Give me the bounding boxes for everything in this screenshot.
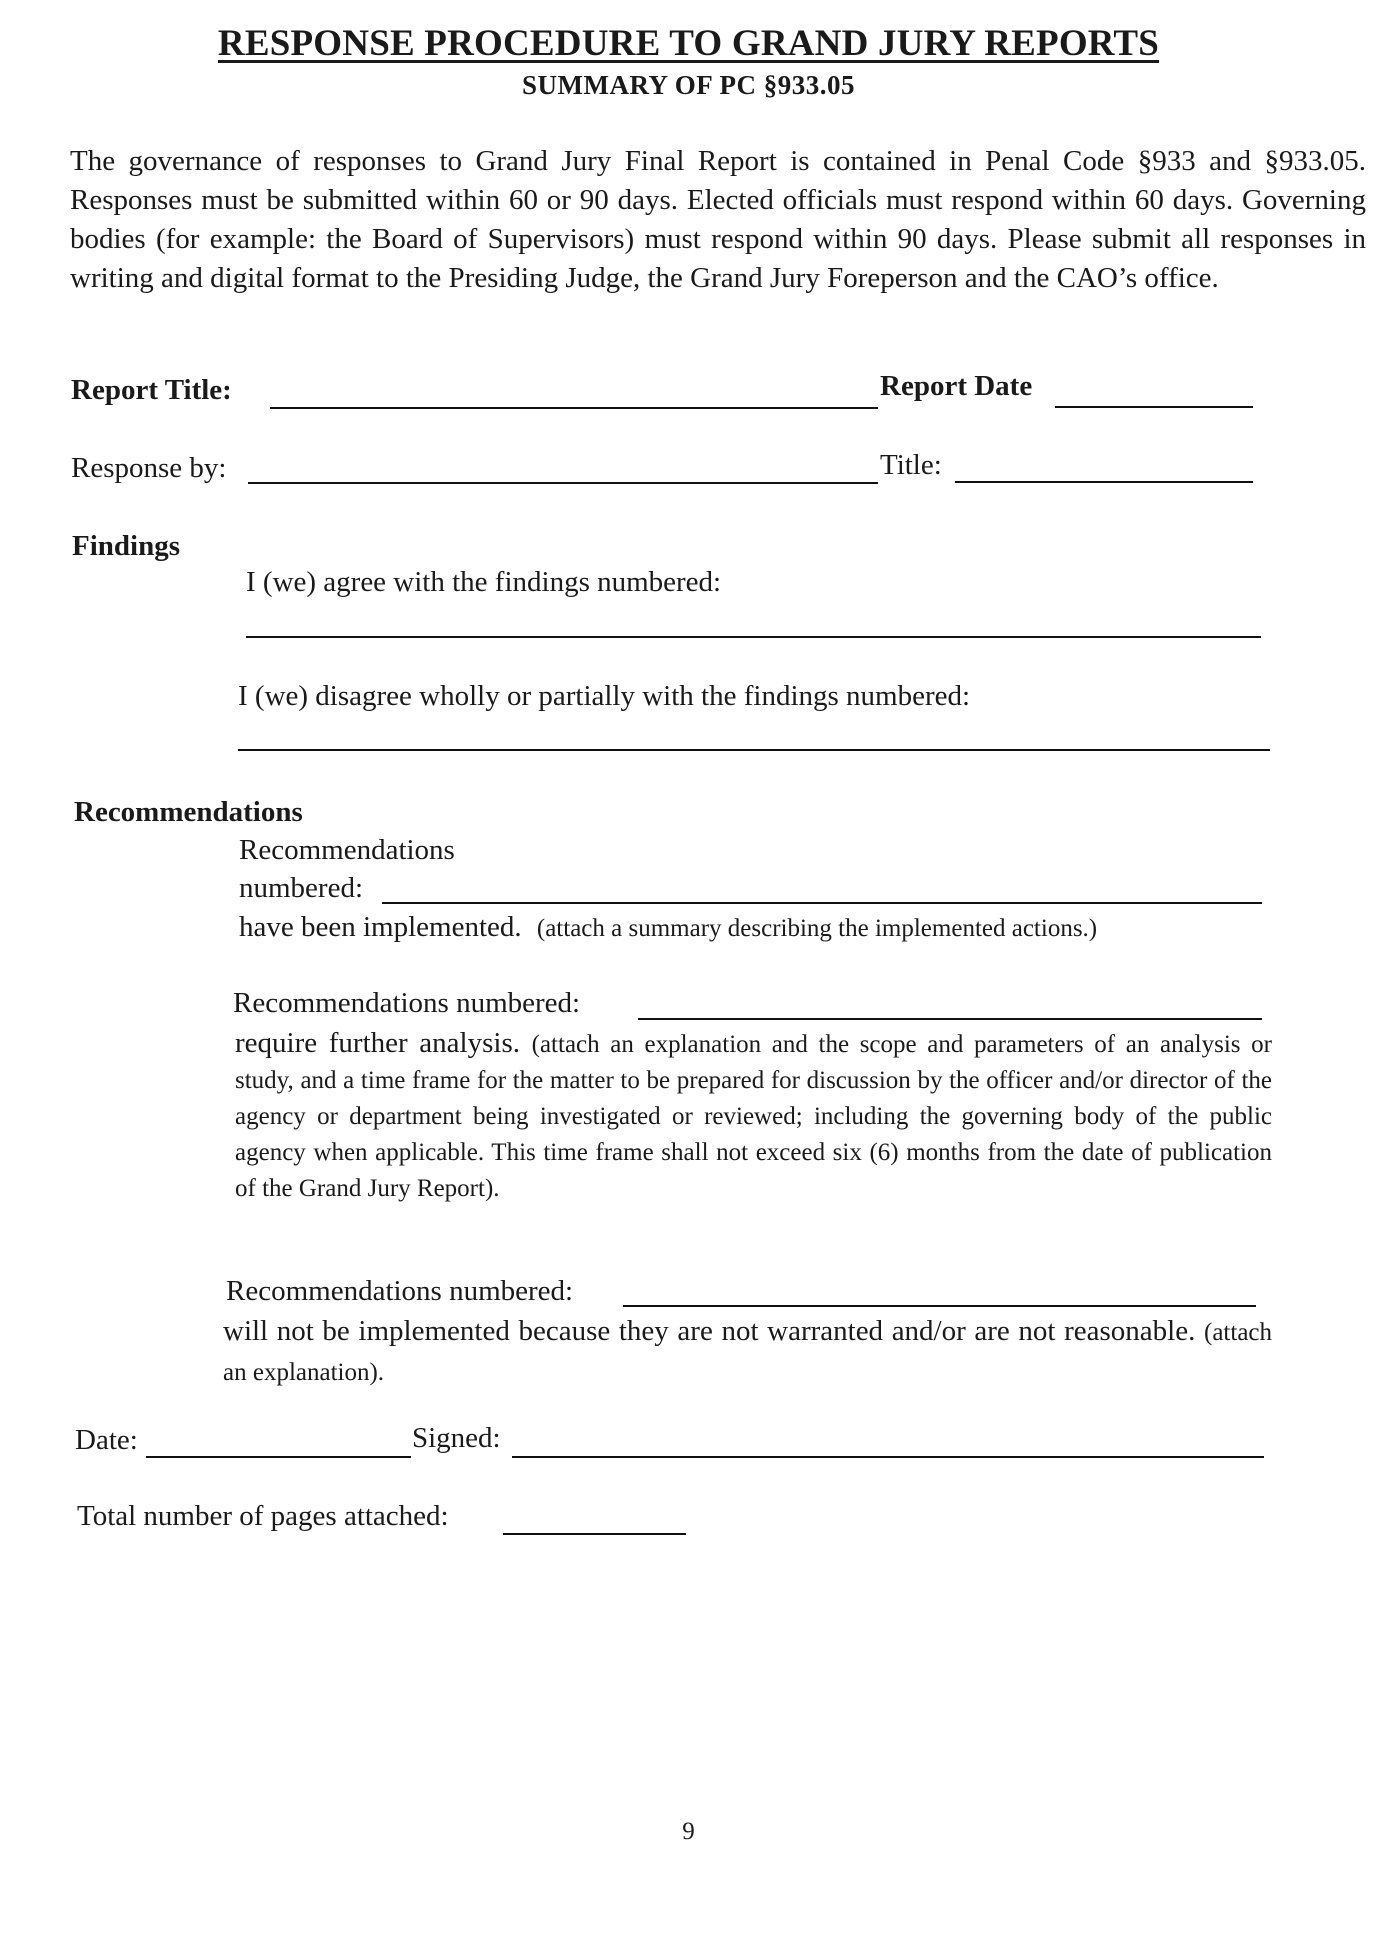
rec-analysis-text: require further analysis. (235, 1027, 520, 1059)
date-label: Date: (75, 1424, 138, 1456)
rec-not-implemented-label: Recommendations numbered: (226, 1275, 574, 1307)
rec-not-implemented-note: (attach an explanation). (223, 1319, 1273, 1386)
rec-implemented-statement (239, 911, 1097, 944)
title-field[interactable] (955, 481, 1253, 483)
response-by-field[interactable] (248, 482, 878, 484)
signed-label: Signed: (412, 1422, 501, 1454)
rec-implemented-field[interactable] (382, 902, 1262, 904)
response-by-label: Response by: (71, 452, 227, 484)
rec-analysis-statement (235, 1026, 1272, 1206)
document-title: RESPONSE PROCEDURE TO GRAND JURY REPORTS (217, 23, 1160, 64)
rec-analysis-field[interactable] (638, 1018, 1262, 1020)
rec-implemented-note: (attach a summary describing the implemented actions.) (536, 915, 1098, 942)
rec-implemented-label-line2: numbered: (239, 872, 364, 904)
findings-heading: Findings (72, 530, 180, 562)
report-date-field[interactable] (1055, 406, 1253, 408)
rec-not-implemented-field[interactable] (623, 1305, 1256, 1307)
findings-disagree-field[interactable] (238, 749, 1270, 751)
findings-agree-label: I (we) agree with the findings numbered: (246, 566, 722, 598)
total-pages-label: Total number of pages attached: (77, 1500, 449, 1532)
rec-implemented-label-line1: Recommendations (239, 834, 455, 866)
total-pages-field[interactable] (503, 1533, 686, 1535)
title-label: Title: (880, 449, 942, 481)
report-date-label: Report Date (880, 370, 1033, 402)
page-number: 9 (682, 1818, 695, 1845)
report-title-field[interactable] (270, 407, 878, 409)
rec-not-implemented-statement (223, 1312, 1272, 1392)
rec-analysis-note: (attach an explanation and the scope and parameters of an analysis or study, and a time frame for the matter to be prepared for discussion by the officer and/or director of the agency or department being investigated or reviewed; including the governing body of the public agency when applicable. This time frame shall not exceed six (6) months from the date of publication of the Grand Jury Report). (235, 1031, 1272, 1202)
rec-not-implemented-text: will not be implemented because they are not warranted and/or are not reasonable. (223, 1315, 1196, 1347)
intro-paragraph: The governance of responses to Grand Jury Final Report is contained in Penal Code §933 and §933.05. Responses must be submitted within 60 or 90 days. Elected officials must respond within 60 days. Governing bodies (for example: the Board of Supervisors) must respond within 90 days. Please submit all responses in writing and digital format to the Presiding Judge, the Grand Jury Foreperson and the CAO’s office. (70, 145, 1366, 294)
findings-agree-field[interactable] (246, 636, 1261, 638)
rec-analysis-label: Recommendations numbered: (233, 987, 581, 1019)
recommendations-heading: Recommendations (74, 796, 303, 828)
signature-field[interactable] (512, 1456, 1264, 1458)
rec-implemented-text: have been implemented. (239, 911, 522, 943)
document-subtitle: SUMMARY OF PC §933.05 (521, 70, 855, 100)
date-field[interactable] (146, 1456, 411, 1458)
findings-disagree-label: I (we) disagree wholly or partially with the findings numbered: (238, 680, 971, 712)
report-title-label: Report Title: (71, 374, 232, 406)
